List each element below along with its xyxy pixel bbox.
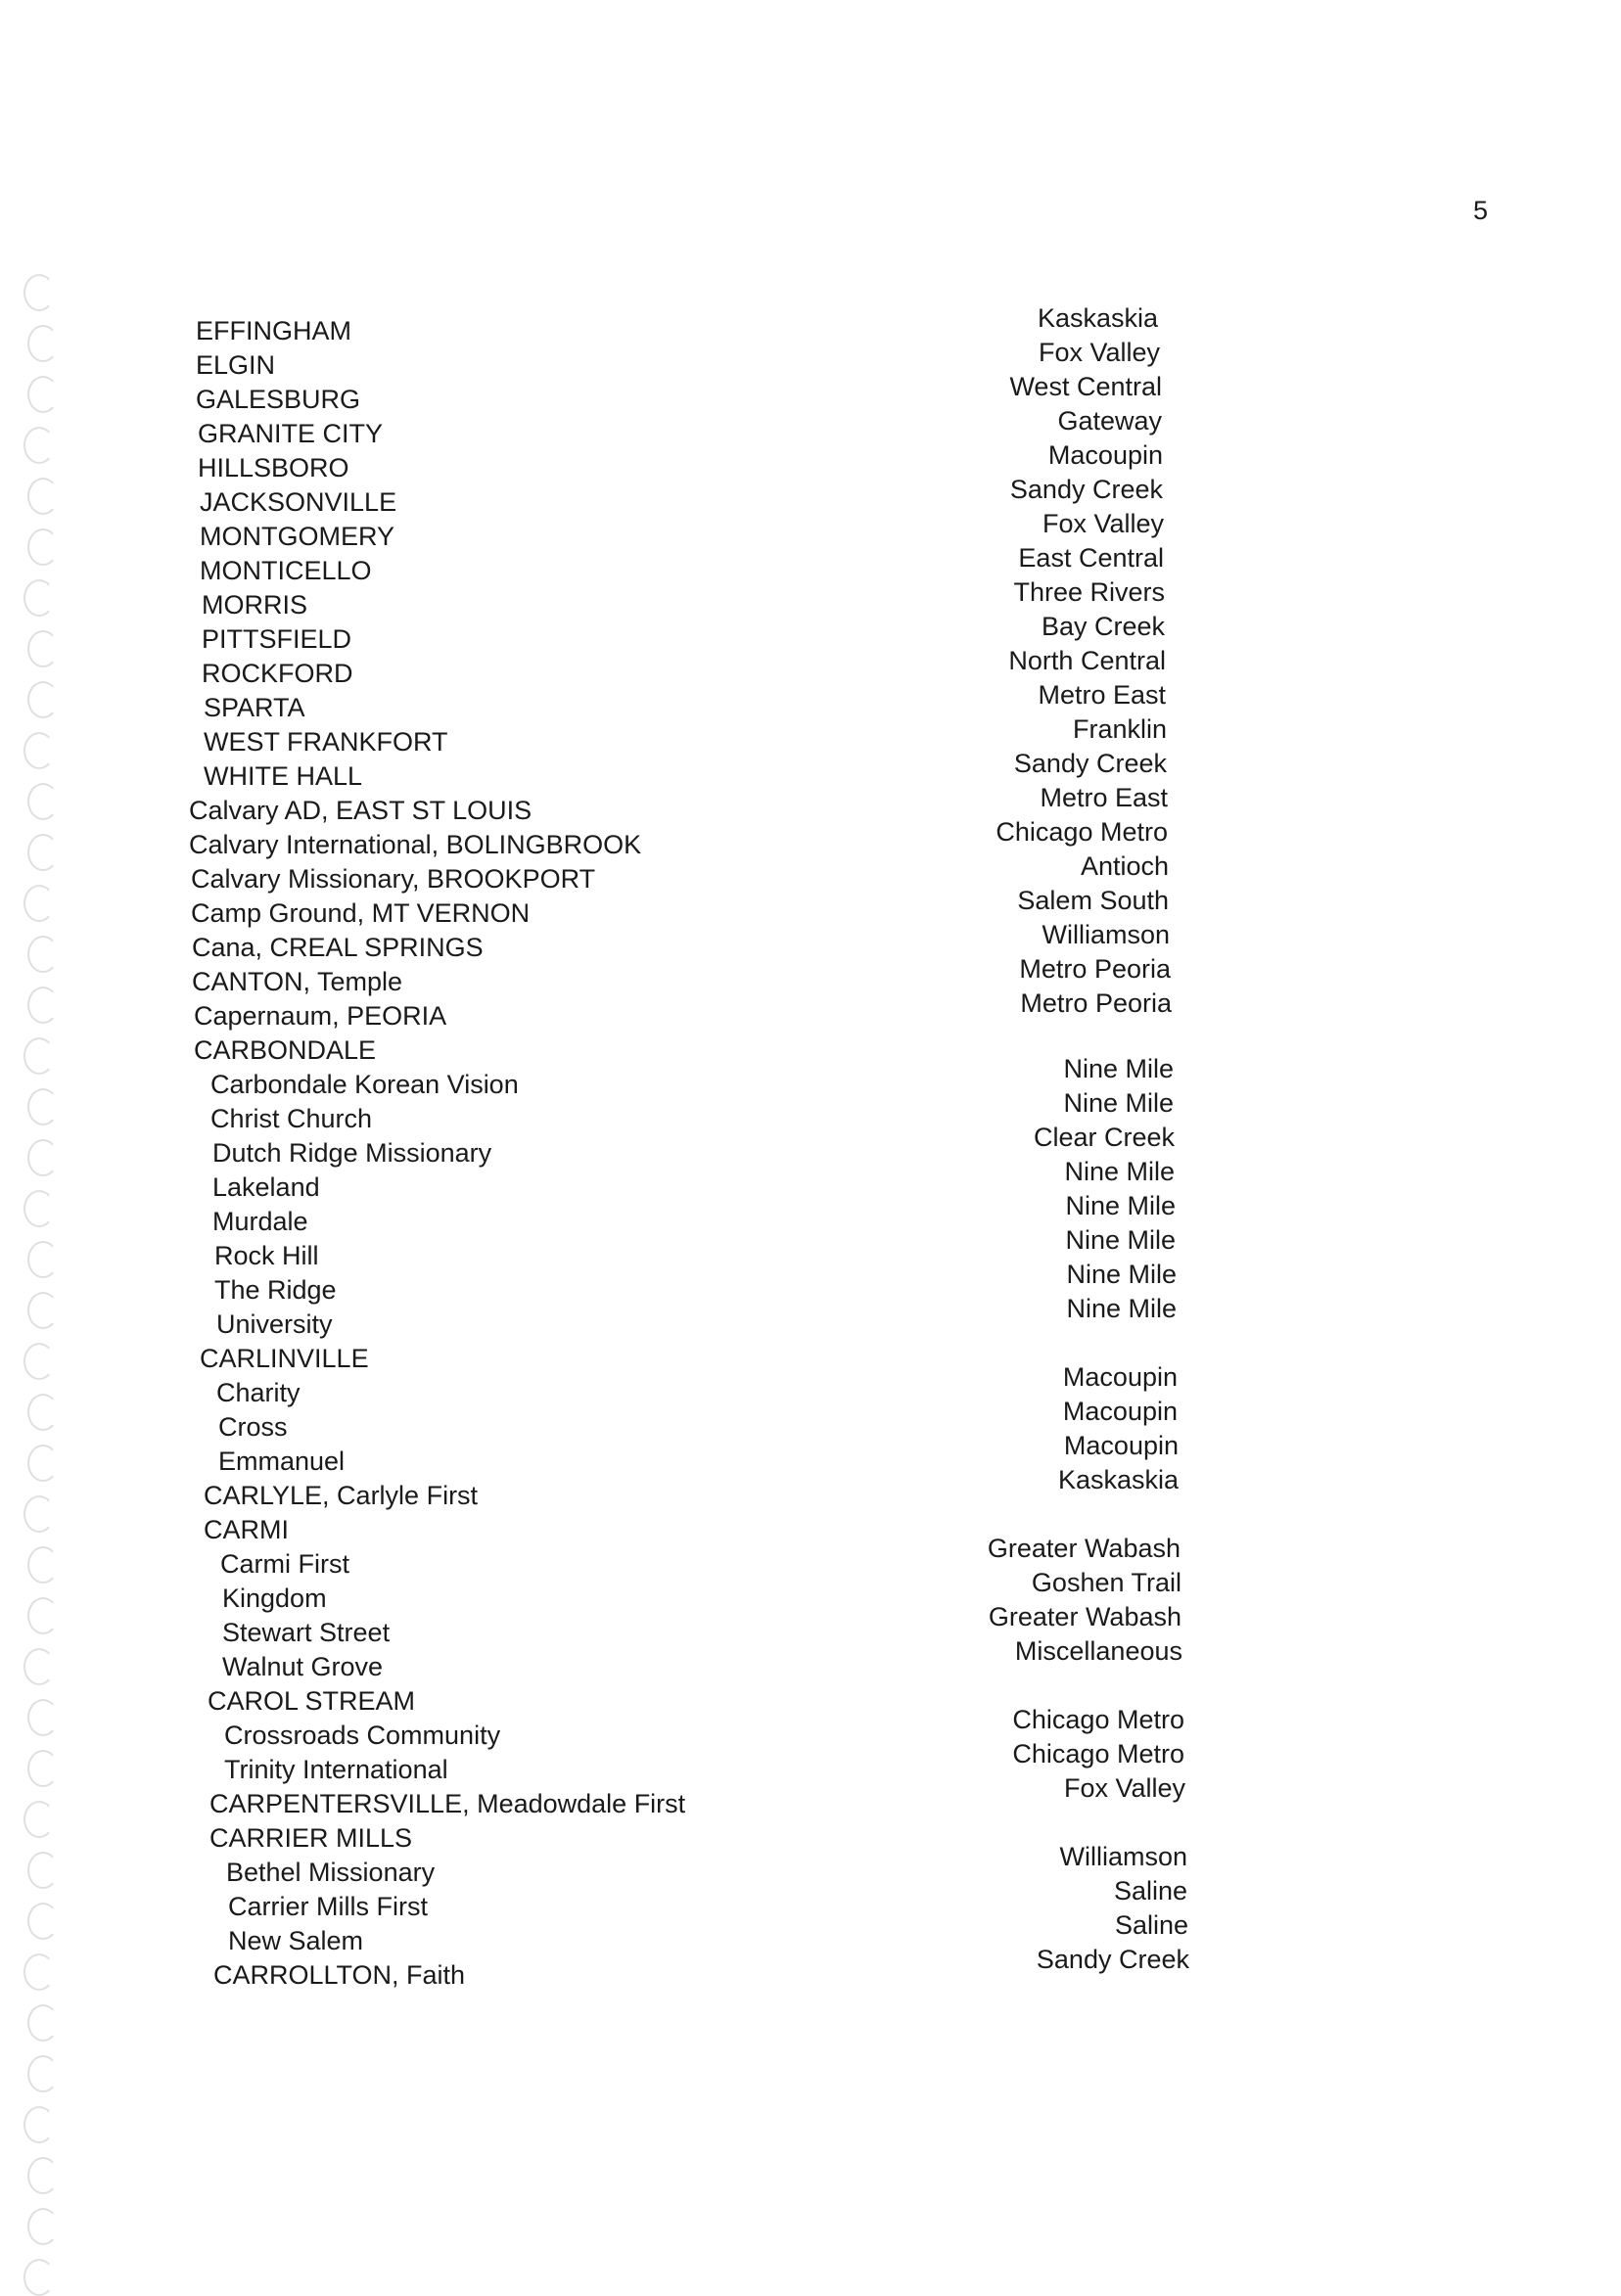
church-entry: CAROL STREAM	[208, 1686, 416, 1716]
binder-hole	[27, 478, 59, 515]
binder-hole	[23, 1037, 55, 1075]
church-entry: MORRIS	[202, 590, 307, 620]
church-entry: Trinity International	[224, 1755, 448, 1784]
binder-hole	[27, 1445, 59, 1482]
church-entry: CARMI	[204, 1515, 289, 1544]
association-entry: Franklin	[1072, 714, 1167, 744]
church-entry: HILLSBORO	[198, 453, 349, 482]
church-entry: Emmanuel	[218, 1446, 346, 1476]
association-entry: Salem South	[1017, 886, 1169, 915]
church-entry: Crossroads Community	[224, 1721, 501, 1750]
church-entry: CARLYLE, Carlyle First	[204, 1481, 479, 1510]
association-entry: Nine Mile	[1066, 1260, 1177, 1289]
association-entry: Sandy Creek	[1009, 475, 1163, 504]
church-entry: CARRIER MILLS	[209, 1823, 413, 1853]
association-entry: Kaskaskia	[1057, 1465, 1179, 1494]
association-entry: Saline	[1113, 1876, 1187, 1906]
binder-hole	[27, 1852, 59, 1889]
association-entry: Goshen Trail	[1031, 1568, 1181, 1597]
association-entry: Chicago Metro	[996, 817, 1168, 847]
association-entry: Macoupin	[1047, 440, 1163, 470]
church-entry: CARLINVILLE	[200, 1344, 369, 1373]
church-entry: New Salem	[228, 1926, 364, 1955]
church-entry: Calvary Missionary, BROOKPORT	[191, 864, 596, 894]
association-entry: Nine Mile	[1066, 1294, 1177, 1323]
association-entry: Metro East	[1038, 680, 1166, 710]
binder-hole	[27, 681, 59, 718]
church-entry: CARROLLTON, Faith	[213, 1960, 466, 1990]
page-number: 5	[1473, 196, 1489, 225]
church-entry: JACKSONVILLE	[200, 487, 397, 517]
binder-hole	[27, 1394, 59, 1431]
association-entry: Fox Valley	[1063, 1773, 1185, 1803]
binder-hole	[27, 1597, 59, 1634]
binder-hole	[23, 427, 55, 464]
association-entry: Nine Mile	[1063, 1088, 1174, 1118]
binder-hole	[27, 630, 59, 667]
association-entry: Saline	[1114, 1910, 1188, 1940]
church-entry: SPARTA	[204, 693, 305, 722]
association-entry: Macoupin	[1062, 1397, 1178, 1426]
binder-hole	[23, 1190, 55, 1227]
association-entry: West Central	[1009, 372, 1162, 401]
binder-hole	[23, 2106, 55, 2143]
church-entry: Carrier Mills First	[228, 1892, 428, 1921]
association-entry: Fox Valley	[1038, 338, 1160, 367]
binder-hole	[23, 1343, 55, 1380]
association-entry: Nine Mile	[1064, 1157, 1175, 1186]
binder-hole	[27, 325, 59, 362]
binder-hole	[27, 2055, 59, 2092]
binder-hole	[23, 1801, 55, 1838]
association-entry: Nine Mile	[1065, 1191, 1176, 1220]
church-entry: ELGIN	[196, 350, 276, 380]
association-entry: Macoupin	[1062, 1362, 1178, 1392]
association-entry: Fox Valley	[1042, 509, 1164, 538]
association-entry: Three Rivers	[1013, 577, 1165, 607]
binder-hole	[27, 1750, 59, 1787]
binder-hole	[27, 528, 59, 566]
church-entry: Christ Church	[210, 1104, 373, 1133]
binder-hole	[27, 1139, 59, 1176]
church-entry: CANTON, Temple	[192, 967, 403, 996]
church-entry: Charity	[216, 1378, 301, 1407]
church-entry: Stewart Street	[222, 1618, 391, 1647]
church-entry: The Ridge	[214, 1275, 337, 1305]
binder-hole	[27, 2157, 59, 2194]
association-entry: Metro East	[1040, 783, 1168, 812]
church-entry: University	[216, 1309, 333, 1339]
association-entry: Chicago Metro	[1012, 1739, 1184, 1768]
association-entry: Miscellaneous	[1014, 1636, 1182, 1666]
church-entry: EFFINGHAM	[196, 316, 351, 345]
binder-hole	[23, 274, 55, 311]
association-entry: Macoupin	[1063, 1431, 1179, 1460]
church-entry: Carbondale Korean Vision	[210, 1070, 519, 1099]
church-entry: Dutch Ridge Missionary	[212, 1138, 492, 1168]
church-entry: Lakeland	[212, 1172, 320, 1202]
binder-hole	[27, 834, 59, 871]
association-entry: Williamson	[1059, 1842, 1187, 1871]
association-entry: Metro Peoria	[1019, 954, 1171, 984]
church-entry: Carmi First	[220, 1549, 349, 1579]
church-entry: Camp Ground, MT VERNON	[191, 898, 531, 928]
binder-hole	[27, 1699, 59, 1736]
binder-hole	[27, 987, 59, 1024]
binder-hole	[23, 2259, 55, 2296]
church-entry: WEST FRANKFORT	[204, 727, 448, 757]
binder-hole	[23, 1953, 55, 1991]
association-entry: Sandy Creek	[1013, 749, 1167, 778]
binder-hole	[27, 1292, 59, 1329]
association-entry: Williamson	[1042, 920, 1170, 949]
binder-hole	[27, 1241, 59, 1278]
church-entry: MONTICELLO	[200, 556, 372, 585]
binder-hole	[23, 579, 55, 617]
binder-hole	[27, 1088, 59, 1125]
association-entry: Metro Peoria	[1020, 988, 1172, 1018]
association-entry: Nine Mile	[1065, 1225, 1176, 1255]
binder-hole	[23, 1648, 55, 1685]
church-entry: MONTGOMERY	[200, 522, 395, 551]
association-entry: Antioch	[1080, 851, 1169, 881]
association-entry: North Central	[1008, 646, 1166, 675]
association-entry: Sandy Creek	[1036, 1945, 1189, 1974]
church-entry: Calvary International, BOLINGBROOK	[189, 830, 642, 859]
association-entry: Nine Mile	[1063, 1054, 1174, 1083]
binder-hole	[27, 376, 59, 413]
association-entry: East Central	[1018, 543, 1164, 573]
church-entry: CARBONDALE	[194, 1035, 377, 1065]
binder-hole	[23, 732, 55, 769]
binder-hole	[23, 885, 55, 922]
binder-hole-marks	[22, 147, 129, 2251]
church-entry: Calvary AD, EAST ST LOUIS	[189, 796, 533, 825]
association-entry: Chicago Metro	[1012, 1705, 1184, 1734]
church-entry: WHITE HALL	[204, 761, 363, 791]
binder-hole	[27, 1546, 59, 1584]
association-entry: Greater Wabash	[988, 1602, 1181, 1631]
binder-hole	[27, 783, 59, 820]
binder-hole	[27, 2208, 59, 2245]
church-entry: Capernaum, PEORIA	[194, 1001, 447, 1031]
church-entry: Bethel Missionary	[226, 1858, 436, 1887]
church-entry: ROCKFORD	[202, 659, 353, 688]
association-entry: Greater Wabash	[987, 1534, 1181, 1563]
binder-hole	[27, 2004, 59, 2042]
binder-hole	[27, 936, 59, 973]
church-entry: Rock Hill	[214, 1241, 319, 1270]
association-entry: Bay Creek	[1041, 612, 1165, 641]
church-entry: Walnut Grove	[222, 1652, 384, 1681]
association-entry: Kaskaskia	[1037, 303, 1158, 333]
association-entry: Gateway	[1057, 406, 1162, 436]
church-entry: PITTSFIELD	[202, 624, 352, 654]
church-entry: Cross	[218, 1412, 288, 1442]
church-entry: CARPENTERSVILLE, Meadowdale First	[209, 1789, 686, 1818]
binder-hole	[23, 1495, 55, 1533]
association-entry: Clear Creek	[1033, 1123, 1175, 1152]
church-entry: Cana, CREAL SPRINGS	[192, 933, 484, 962]
binder-hole	[27, 1903, 59, 1940]
church-entry: Murdale	[212, 1207, 308, 1236]
church-entry: GALESBURG	[196, 385, 361, 414]
church-entry: GRANITE CITY	[198, 419, 384, 448]
church-entry: Kingdom	[222, 1584, 327, 1613]
